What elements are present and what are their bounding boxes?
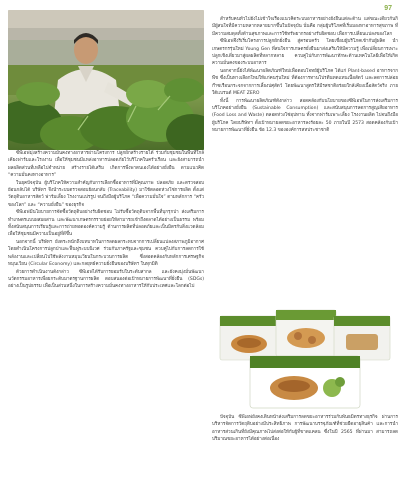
paragraph: นอกจากนี้ บริษัทฯ ยังตระหนักถึงบทบาทในการลดผลกระทบจากการเปลี่ยนแปลงสภาพภูมิอากาศ โดยดำเนินโครงการปลูกป่าและฟื้นฟูระบบนิเวศ ร่วมกับภาครัฐและชุมชน ควบคู่ไปกับการลดการใช้พลังงานและเปลี่ยนไปใช้พลังงานหมุนเวียนในกระบวนการผลิต ซึ่งสอดคล้องกับหลักการเศรษฐกิจหมุนเวียน (Circular Economy) และกลยุทธ์ความยั่งยืนของบริษัทฯ ในทุกมิติ [8, 240, 204, 267]
page-number: 97 [384, 5, 392, 12]
product-pack [220, 316, 278, 360]
paragraph: ซีพีเอฟมุ่งสร้างความมั่นคงทางอาหารผ่านโครงการ ปลูกผักสร้างรายได้ ร่วมกับชุมชนในพื้นที่ใกล้เคียงฟาร์มและโรงงาน เพื่อให้ชุมชนมีแหล่งอาหารปลอดภัยไว้บริโภคในครัวเรือน และยังสามารถนำผลผลิตส่วนที่เหลือไปจำหน่าย สร้างรายได้เสริม เกิดการพึ่งพาตนเองได้อย่างยั่งยืน ตามแนวคิด “ความมั่นคงทางอาหาร” [8, 151, 204, 178]
farmer-photo [8, 10, 204, 150]
paragraph: ทั้งนี้ การพัฒนาผลิตภัณฑ์ดังกล่าว สอดคล้องกับนโยบายของซีพีเอฟในการส่งเสริมการบริโภคอย่างยั่งยืน (Sustainable Consumption) และสนับสนุนการลดการสูญเสียอาหาร (Food Loss and Waste) ตลอดห่วงโซ่อุปทาน ทั้งจากฟาร์มเพาะเลี้ยง โรงงานผลิต ไปจนถึงมือผู้บริโภค โดยบริษัทฯ ตั้งเป้าหมายลดขยะอาหารลงร้อยละ 50 ภายในปี 2573 สอดคล้องกับเป้าหมายการพัฒนาที่ยั่งยืน ข้อ 12.3 ขององค์การสหประชาชาติ [212, 98, 398, 133]
product-pack [250, 356, 360, 408]
paragraph: ซีพีเอฟมีนโยบายการจัดซื้อวัตถุดิบอย่างรับผิดชอบ ไม่รับซื้อวัตถุดิบจากพื้นที่บุกรุกป่า ส่งเสริมการทำเกษตรแบบผสมผสาน และพัฒนาเกษตรกรรายย่อยให้สามารถเข้าถึงตลาดได้อย่างเป็นธรรม พร้อมทั้งสนับสนุนการเรียนรู้และการถ่ายทอดองค์ความรู้ ด้านการผลิตที่ปลอดภัยและเป็นมิตรกับสิ่งแวดล้อม เพื่อให้ชุมชนมีความเป็นอยู่ที่ดีขึ้น [8, 210, 204, 238]
left-column-text [8, 150, 204, 476]
paragraph: ด้วยการดำเนินงานดังกล่าว ซีพีเอฟได้รับการยอมรับในระดับสากล และยังคงมุ่งมั่นพัฒนานวัตกรรมอาหารเพื่อยกระดับมาตรฐานการผลิต ตอบสนองต่อเป้าหมายการพัฒนาที่ยั่งยืน (SDGs) อย่างเป็นรูปธรรม เพื่อเป็นส่วนหนึ่งในการสร้างความมั่นคงทางอาหารให้กับประเทศและโลกต่อไป [8, 269, 204, 290]
product-pack [334, 316, 390, 360]
right-column-bottom-text [212, 414, 398, 478]
paragraph: ซีพีเอฟจึงริเริ่มโครงการปลูกผักยั่งยืน สู่ครอบครัว โดยเชื่อมผู้บริโภคเข้ากับผู้ผลิต นำเกษตรกรรุ่นใหม่ Young Gen ที่สนใจการเกษตรยั่งยืนมาส่งเสริมให้มีความรู้ เพื่อเปลี่ยนการเพาะปลูกเชิงเดี่ยวมาสู่ผลผลิตที่หลากหลาย ควบคู่ไปกับการพัฒนาทักษะด้านเทคโนโลยีเพื่อให้เกิดความมั่นคงของระบบอาหาร [212, 39, 398, 67]
paragraph: ในยุคปัจจุบัน ผู้บริโภคให้ความสำคัญกับการเลือกซื้ออาหารที่มีคุณภาพ ปลอดภัย และตรวจสอบย้อนกลับได้ บริษัทฯ จึงนำระบบตรวจสอบย้อนกลับ (Traceability) มาใช้ตลอดห่วงโซ่การผลิต ตั้งแต่วัตถุดิบอาหารสัตว์ ฟาร์มเลี้ยง โรงงานแปรรูป จนถึงมือผู้บริโภค “เพื่อความมั่นใจ” ตามหลักการ “ครัวของโลก” และ “ความยั่งยืน” ของธุรกิจ [8, 180, 204, 208]
product-pack [276, 310, 336, 356]
paragraph: นอกจากนี้ยังได้พัฒนาผลิตภัณฑ์ใหม่เพื่อตอบโจทย์ผู้บริโภค ได้แก่ Plant-based อาหารจากพืช ซึ่งเป็นทางเลือกใหม่ให้แก่คนรุ่นใหม่ ที่ต้องการทานโปรตีนทดแทนเนื้อสัตว์ และลดการปล่อยก๊าซเรือนกระจกจากการเลี้ยงปศุสัตว์ โดยพัฒนาสูตรให้มีรสชาติอร่อยใกล้เคียงเนื้อสัตว์จริง ภายใต้แบรนด์ MEAT ZERO [212, 69, 398, 96]
paragraph: ปัจจุบัน ซีพีเอฟยังคงเดินหน้าส่งเสริมการลดขยะอาหารร่วมกับพันธมิตรทางธุรกิจ ผ่านการบริหารจัดการวัตถุดิบอย่างมีประสิทธิภาพ การพัฒนาบรรจุภัณฑ์ที่ช่วยยืดอายุสินค้า และการนำอาหารส่วนเกินที่ยังมีคุณภาพไปส่งต่อให้กับผู้ที่ขาดแคลน ซึ่งในปี 2565 ที่ผ่านมา สามารถลดปริมาณขยะอาหารได้อย่างต่อเนื่อง [212, 415, 398, 442]
product-packages-image [214, 306, 396, 412]
right-column-top-text [212, 16, 398, 304]
paragraph: สำหรับคนทั่วไปยังไม่เข้าใจเรื่องแนวคิดระบบอาหารอย่างยั่งยืนแต่ละด้าน แต่ขณะเดียวกันก็มีผู้สนใจที่มีความหลากหลายมากขึ้นในปัจจุบัน นั่นคือ กลุ่มผู้บริโภคที่เริ่มมองหาอาหารสุขภาพ ที่มีความสมดุลทั้งด้านสุขภาพและการใช้ทรัพยากรอย่างรับผิดชอบ เพื่อการเปลี่ยนแปลงของโลก [212, 17, 398, 37]
